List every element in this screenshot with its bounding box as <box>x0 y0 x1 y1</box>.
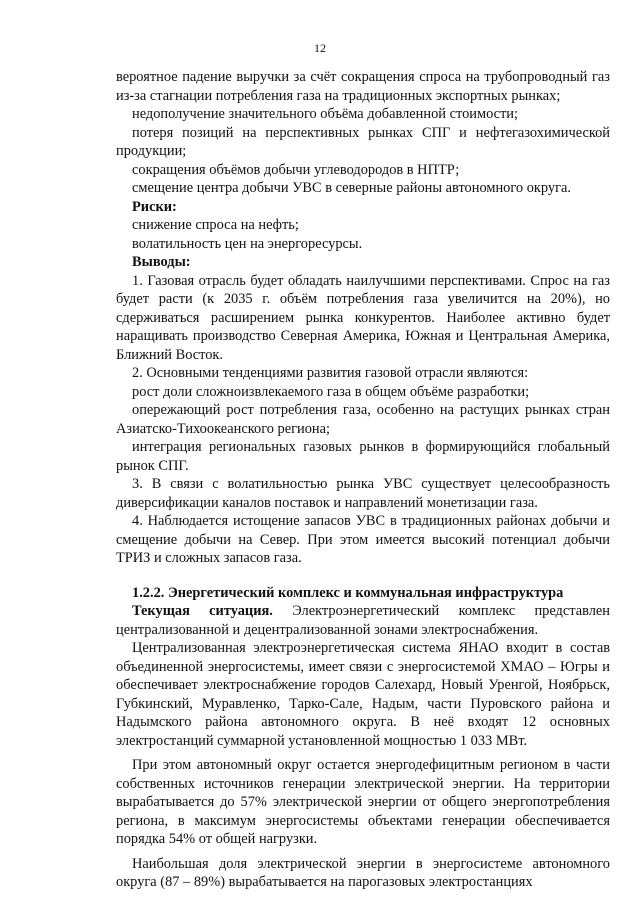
conclusion-item: интеграция региональных газовых рынков в формирующийся глобальный рынок СПГ. <box>116 439 610 474</box>
threat-item: сокращения объёмов добычи углеводородов в НПТР; <box>132 161 460 178</box>
current-situation-paragraph <box>116 602 610 639</box>
threat-item: смещение центра добычи УВС в северные районы автономного округа. <box>132 180 571 196</box>
risk-item: волатильность цен на энергоресурсы. <box>132 235 363 252</box>
threat-item: потеря позиций на перспективных рынках СПГ и нефтегазохимической продукции; <box>116 124 610 159</box>
current-situation-text: Электроэнергетический комплекс представлен централизованной и децентрализованной зонами электроснабжения. <box>116 603 610 638</box>
risk-item: снижение спроса на нефть; <box>132 217 299 233</box>
conclusion-item: опережающий рост потребления газа, особенно на растущих рынках стран Азиатско-Тихоокеанского региона; <box>116 402 610 437</box>
conclusion-item: 2. Основными тенденциями развития газовой отрасли являются: <box>132 365 529 381</box>
page-number: 12 <box>314 41 326 55</box>
threat-item: недополучение значительного объёма добавленной стоимости; <box>132 106 518 122</box>
body-paragraph: При этом автономный округ остается энергодефицитным регионом в части собственных источников генерации электрической энергии. На территории вырабатывается до 57% электрической энергии от общего энергопотребления региона, в максимум энергосистемы объектами генерации обеспечивается порядка 54% от общей нагрузки. <box>116 757 610 847</box>
conclusion-item: рост доли сложноизвлекаемого газа в общем объёме разработки; <box>132 383 530 400</box>
page-content <box>116 68 610 892</box>
risks-heading: Риски: <box>132 198 177 215</box>
threat-item: вероятное падение выручки за счёт сокращения спроса на трубопроводный газ из-за стагнации потребления газа на традиционных экспортных рынках; <box>116 69 610 104</box>
conclusion-item: 3. В связи с волатильностью рынка УВС существует целесообразность диверсификации каналов поставок и направлений монетизации газа. <box>116 476 610 511</box>
conclusions-heading: Выводы: <box>132 254 191 270</box>
conclusion-item: 1. Газовая отрасль будет обладать наилучшими перспективами. Спрос на газ будет расти (к 2035 г. объём потребления газа увеличится на 20%), но сдерживаться расширением рынка конкурентов. Наиболее активно будет наращивать производство Северная Америка, Южная и Центральная Америка, Ближний Восток. <box>116 272 610 363</box>
section-heading: 1.2.2. Энергетический комплекс и коммунальная инфраструктура <box>132 584 564 601</box>
current-situation-label: Текущая ситуация. <box>132 603 273 619</box>
conclusion-item: 4. Наблюдается истощение запасов УВС в традиционных районах добычи и смещение добычи на Север. При этом имеется высокий потенциал добычи ТРИЗ и сложных запасов газа. <box>116 513 610 566</box>
body-paragraph: Централизованная электроэнергетическая система ЯНАО входит в состав объединенной энергосистемы, имеет связи с энергосистемой ХМАО – Югры и обеспечивает электроснабжение городов Салехард, Новый Уренгой, Ноябрьск, Губкинский, Муравленко, Тарко-Сале, Надым, части Пуровского района и Надымского района автономного округа. В неё входят 12 основных электростанций суммарной установленной мощностью 1 033 МВт. <box>116 640 610 749</box>
body-paragraph: Наибольшая доля электрической энергии в энергосистеме автономного округа (87 – 89%) вырабатывается на парогазовых электростанциях <box>116 855 610 890</box>
